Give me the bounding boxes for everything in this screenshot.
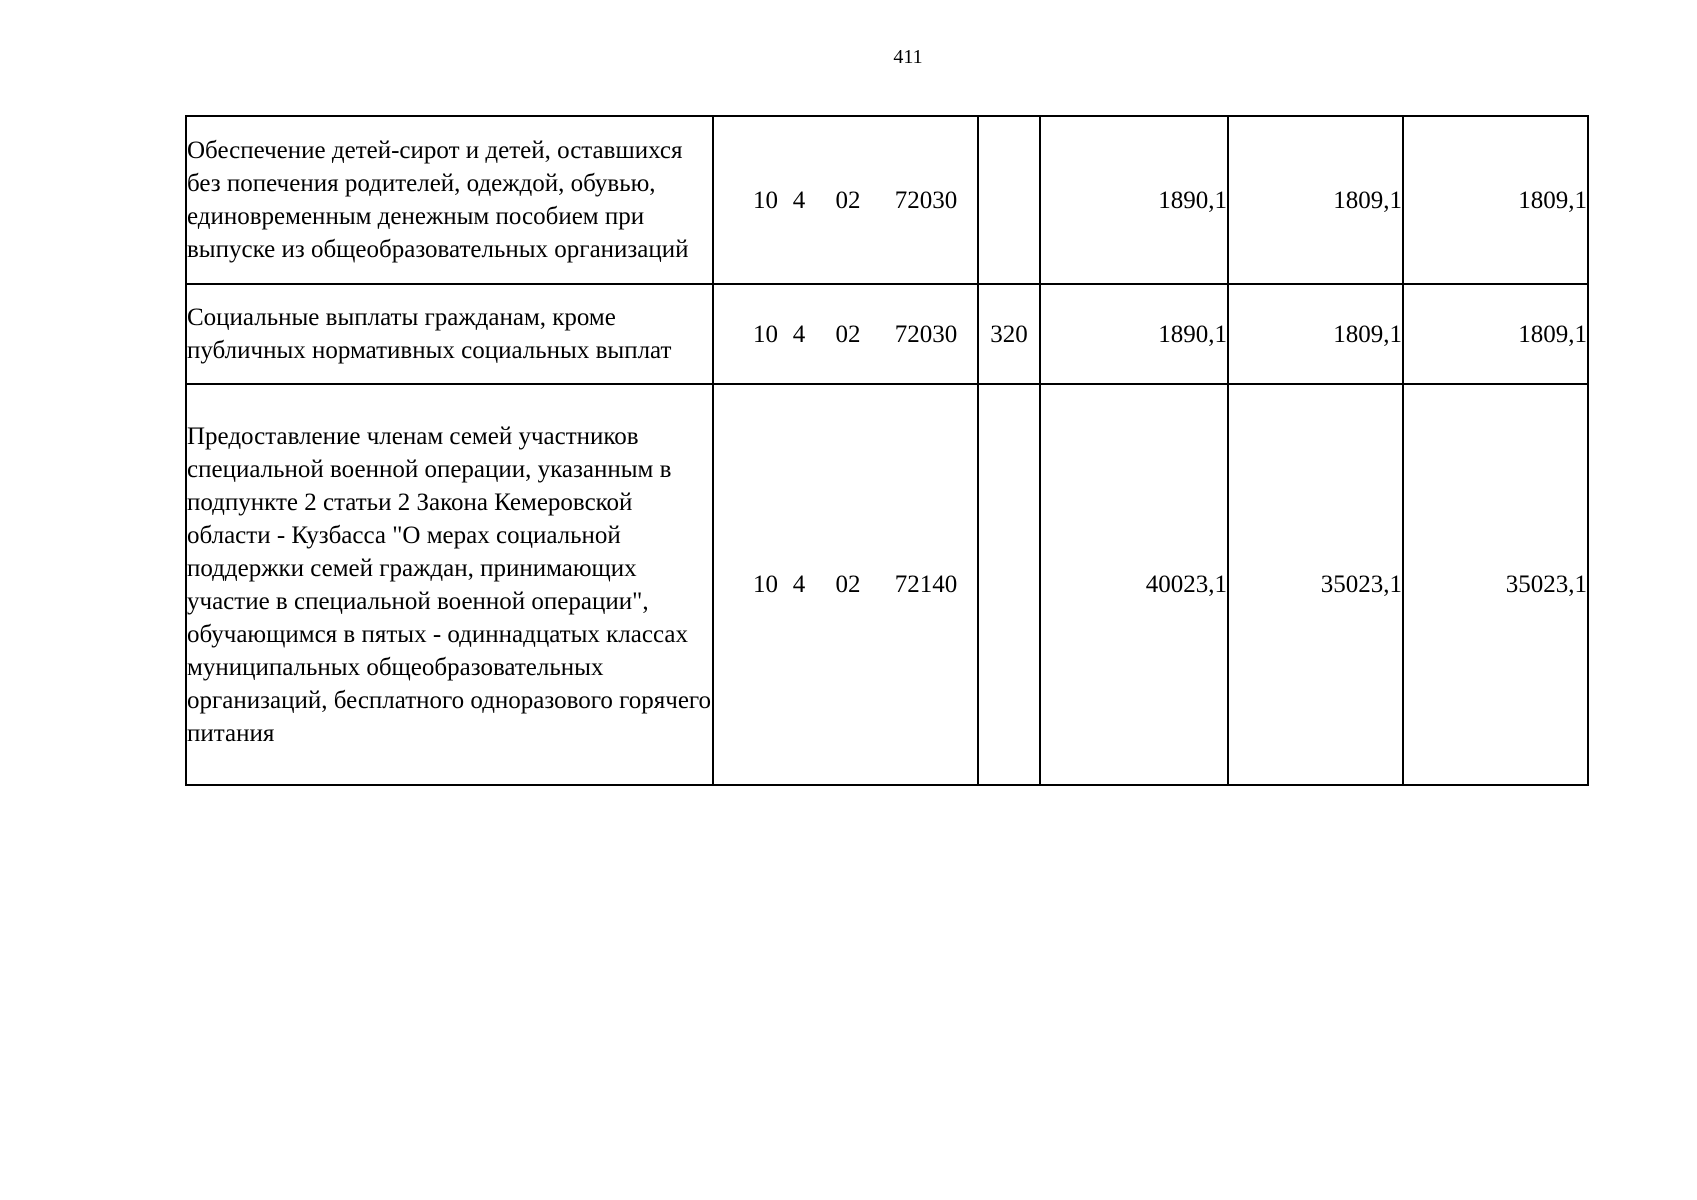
amount-1-cell: 1890,1 [1040, 284, 1228, 384]
program-code: 4 [792, 571, 806, 598]
direction-code: 72140 [894, 571, 958, 598]
subprogram-code: 02 [835, 186, 861, 214]
subprogram-code: 02 [835, 571, 861, 598]
amount-3-cell: 35023,1 [1403, 384, 1588, 785]
page-number: 411 [893, 46, 923, 68]
expense-type-cell: 320 [978, 284, 1040, 384]
direction-code: 72030 [894, 320, 958, 348]
amount-3-cell: 1809,1 [1403, 284, 1588, 384]
table-row [186, 116, 1588, 284]
target-codes-cell [713, 384, 978, 785]
row-name-cell: Социальные выплаты гражданам, кроме публичных нормативных социальных выплат [186, 284, 713, 384]
table-row [186, 284, 1588, 384]
section-code: 10 [753, 571, 778, 598]
program-code: 4 [792, 186, 806, 214]
amount-2-cell: 1809,1 [1228, 284, 1403, 384]
expense-type-cell [978, 116, 1040, 284]
subprogram-code: 02 [835, 320, 861, 348]
expense-type-cell [978, 384, 1040, 785]
budget-table [185, 115, 1589, 786]
row-name-cell: Предоставление членам семей участников специальной военной операции, указанным в подпункте 2 статьи 2 Закона Кемеровской области - Кузбасса "О мерах социальной поддержки семей граждан, принимающих участие в специальной военной операции", обучающимся в пятых - одиннадцатых классах муниципальных общеобразовательных организаций, бесплатного одноразового горячего питания [186, 384, 713, 785]
amount-3-cell: 1809,1 [1403, 116, 1588, 284]
amount-1-cell: 40023,1 [1040, 384, 1228, 785]
amount-2-cell: 1809,1 [1228, 116, 1403, 284]
target-codes-cell [713, 116, 978, 284]
table-row [186, 384, 1588, 785]
amount-2-cell: 35023,1 [1228, 384, 1403, 785]
row-name-cell: Обеспечение детей-сирот и детей, оставшихся без попечения родителей, одеждой, обувью, единовременным денежным пособием при выпуске из общеобразовательных организаций [186, 116, 713, 284]
program-code: 4 [792, 320, 806, 348]
section-code: 10 [753, 186, 778, 214]
target-codes-cell [713, 284, 978, 384]
amount-1-cell: 1890,1 [1040, 116, 1228, 284]
direction-code: 72030 [894, 186, 958, 214]
section-code: 10 [753, 320, 778, 348]
